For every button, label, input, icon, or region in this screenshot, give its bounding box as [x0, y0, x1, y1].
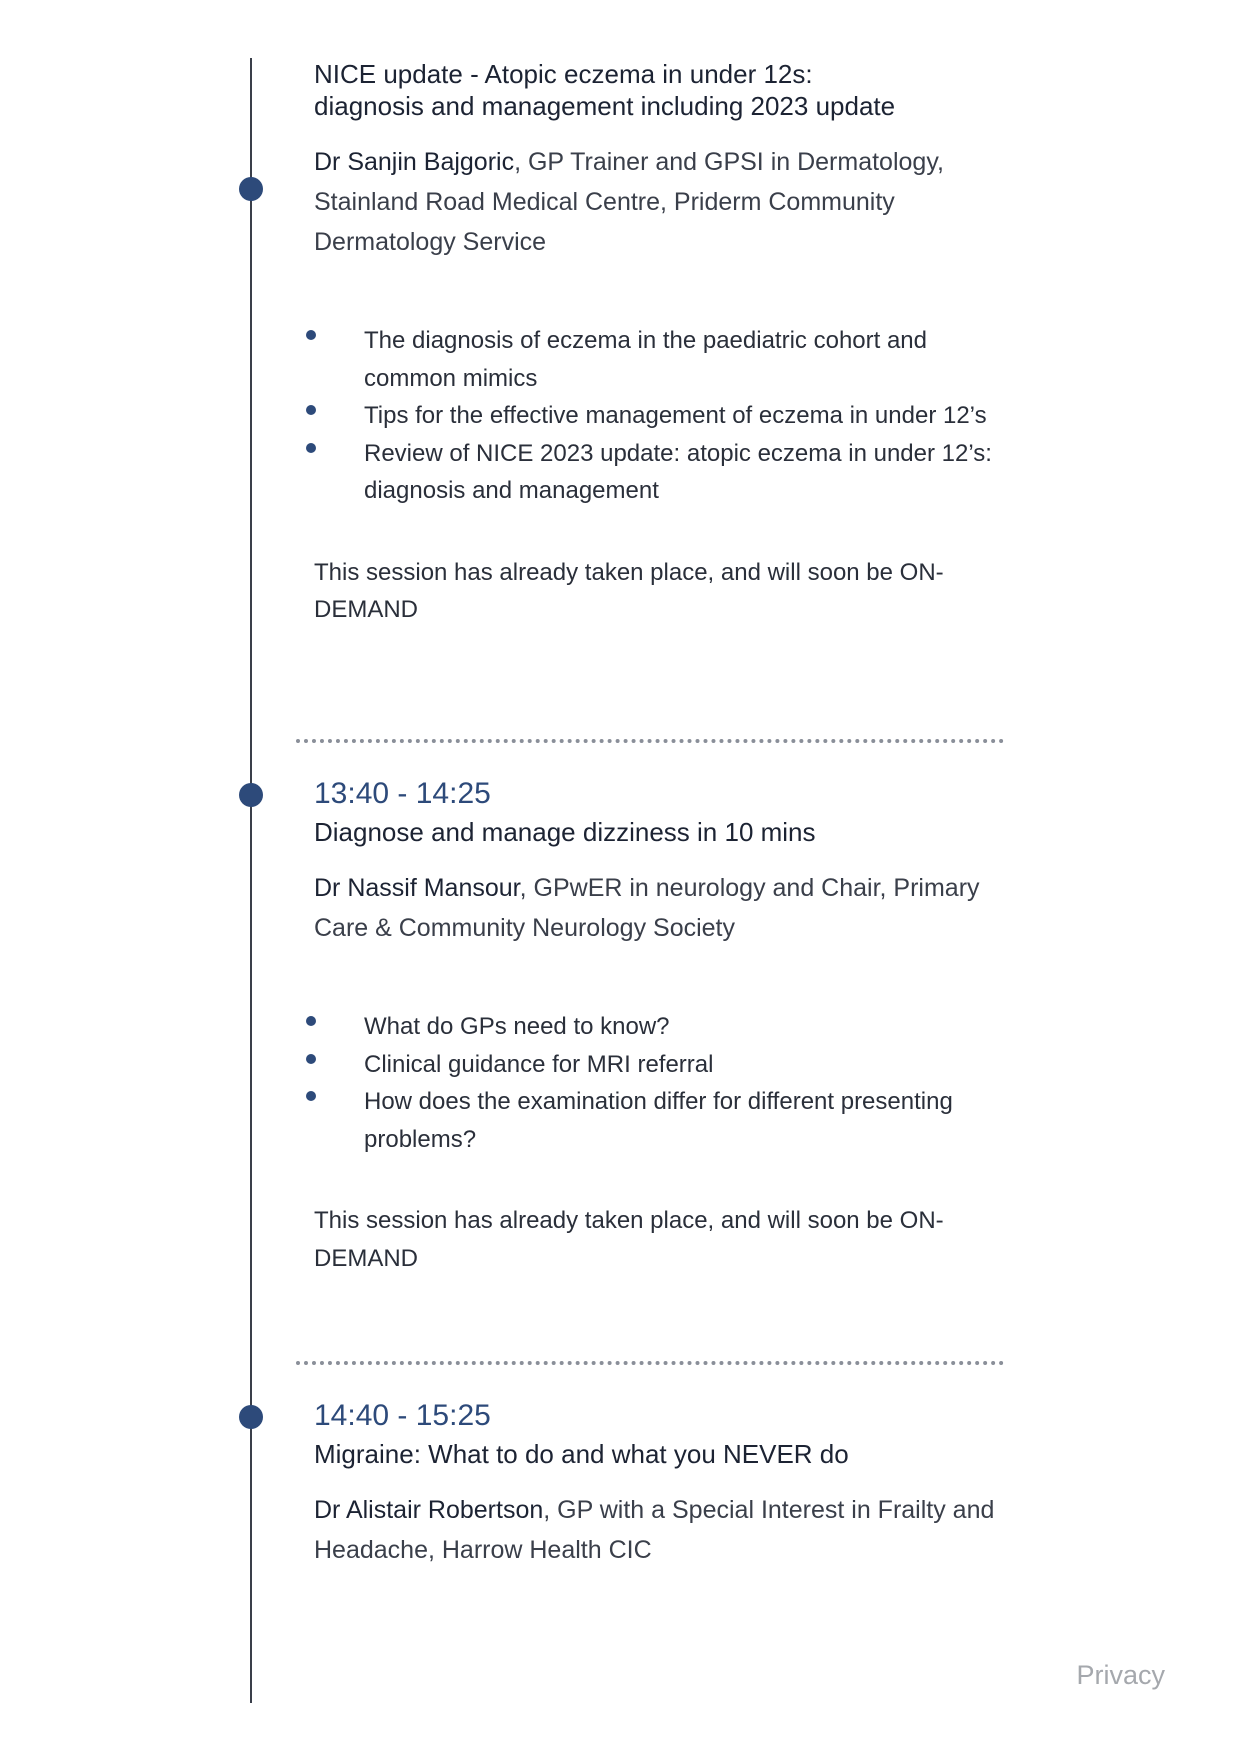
session-title: Diagnose and manage dizziness in 10 mins — [314, 817, 816, 847]
list-item: Review of NICE 2023 update: atopic eczema in under 12’s: diagnosis and management — [314, 435, 1014, 510]
list-item: Tips for the effective management of eczema in under 12’s — [314, 397, 1014, 435]
speaker-info — [314, 1490, 1014, 1570]
session-3 — [314, 1398, 1014, 1570]
session-time: 14:40 - 15:25 — [314, 1399, 491, 1432]
timeline-line — [250, 58, 252, 1703]
speaker-name: Dr Alistair Robertson — [314, 1496, 544, 1524]
session-title: Migraine: What to do and what you NEVER do — [314, 1439, 849, 1469]
list-item: What do GPs need to know? — [314, 1008, 1014, 1046]
session-time: 13:40 - 14:25 — [314, 777, 491, 810]
topic-list — [314, 322, 1014, 510]
speaker-role: , GP with a Special Interest in Frailty and Headache, Harrow Health CIC — [314, 1496, 995, 1564]
speaker-role: , GP Trainer and GPSI in Dermatology, Stainland Road Medical Centre, Priderm Community Dermatology Service — [314, 148, 944, 256]
timeline-dot — [239, 177, 263, 201]
divider — [296, 1361, 1004, 1365]
speaker-info — [314, 142, 1014, 262]
session-note: This session has already taken place, and will soon be ON-DEMAND — [314, 1207, 944, 1272]
speaker-name: Dr Sanjin Bajgoric — [314, 148, 515, 176]
timeline-dot — [239, 1405, 263, 1429]
speaker-name: Dr Nassif Mansour — [314, 874, 520, 902]
topic-list — [314, 1008, 1014, 1158]
divider — [296, 739, 1004, 743]
list-item: How does the examination differ for different presenting problems? — [314, 1083, 1014, 1158]
privacy-link[interactable]: Privacy — [1076, 1660, 1165, 1690]
session-note: This session has already taken place, and will soon be ON-DEMAND — [314, 558, 944, 623]
session-2 — [314, 776, 1014, 1277]
speaker-role: , GPwER in neurology and Chair, Primary Care & Community Neurology Society — [314, 874, 980, 942]
session-1 — [314, 58, 1014, 629]
list-item: The diagnosis of eczema in the paediatric cohort and common mimics — [314, 322, 1014, 397]
session-title: NICE update - Atopic eczema in under 12s: diagnosis and management including 2023 update — [314, 59, 896, 121]
speaker-info — [314, 868, 1014, 948]
list-item: Clinical guidance for MRI referral — [314, 1046, 1014, 1084]
timeline-dot — [239, 783, 263, 807]
